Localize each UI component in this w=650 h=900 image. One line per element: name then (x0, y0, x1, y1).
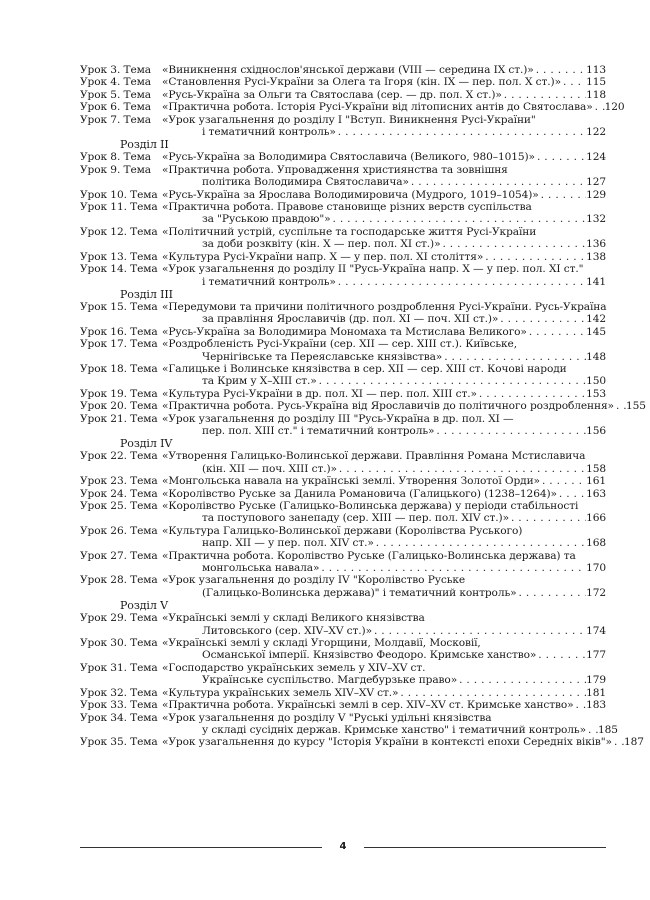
topic-line (162, 301, 606, 313)
dot-leader (434, 425, 586, 437)
page-ref: 156 (586, 424, 606, 437)
topic-text: «Галицьке і Волинське князівства в сер. XII — сер. XIII ст. Кочові народи (162, 362, 567, 375)
topic-line (162, 413, 606, 425)
topic-text: пер. пол. XIII ст." і тематичний контроль» (202, 424, 435, 437)
topic-text: Литовського (сер. XIV–XV ст.)» (202, 624, 372, 637)
topic-text: «Урок узагальнення до розділу II "Русь-Україна напр. X — у пер. пол. XI ст." (162, 263, 584, 276)
lesson-label: Урок 15. Тема (80, 300, 158, 313)
topic-text: «Русь-Україна за Володимира Святославича (Великого, 980–1015)» (162, 151, 535, 164)
toc-entry (80, 301, 606, 326)
dot-leader (527, 326, 586, 338)
lesson-topic (162, 612, 606, 637)
topic-line (162, 201, 606, 213)
topic-text: та Крим у X–XIII ст.» (202, 375, 317, 388)
lesson-label: Урок 23. Тема (80, 475, 158, 488)
toc-entry (80, 711, 618, 737)
topic-text: «Утворення Галицько-Волинської держави. Правління Романа Мстиславича (162, 450, 586, 463)
page-ref: 142 (586, 313, 606, 326)
page-ref: 138 (586, 250, 606, 263)
lesson-label: Урок 3. Тема (80, 64, 151, 76)
lesson-topic (162, 64, 606, 76)
dot-leader (498, 313, 586, 325)
toc-entry (80, 699, 606, 711)
lesson-label: Урок 21. Тема (80, 412, 158, 425)
lesson-topic (162, 76, 606, 88)
topic-text: «Становлення Русі-України за Олега та Ігоря (кін. IX — пер. пол. X ст.)» (162, 76, 561, 89)
lesson-topic (162, 475, 606, 487)
dot-leader (557, 488, 586, 500)
topic-text: за правління Ярославичів (др. пол. XI — поч. XII ст.)» (202, 313, 499, 326)
topic-line (162, 649, 606, 661)
topic-line (162, 276, 606, 288)
toc-entry (80, 101, 625, 114)
page-ref: 161 (586, 475, 606, 488)
topic-text: «Виникнення східнослов'янської держави (VIII — середина IX ст.)» (162, 64, 534, 76)
topic-text: «Культура українських земель XIV–XV ст.» (162, 686, 399, 699)
lesson-topic (162, 89, 606, 101)
topic-text: «Русь-Україна за Ярослава Володимировича (Мудрого, 1019–1054)» (162, 188, 539, 201)
topic-line (162, 151, 606, 163)
page-ref: 122 (586, 126, 606, 139)
lesson-topic (162, 164, 606, 189)
topic-text: «Господарство українських земель у XIV–XV ст. (162, 661, 426, 674)
lesson-label: Урок 8. Тема (80, 151, 151, 164)
topic-line (162, 699, 606, 711)
topic-line (162, 363, 606, 375)
toc-entry (80, 201, 606, 226)
dot-leader (509, 512, 586, 524)
toc-entry (80, 413, 606, 438)
dot-leader (317, 375, 586, 387)
page-ref: 174 (586, 624, 606, 637)
lesson-topic (162, 363, 606, 388)
topic-line (162, 612, 606, 624)
dot-leader (540, 475, 586, 487)
topic-text: «Урок узагальнення до розділу V "Руські удільні князівства (162, 711, 492, 724)
lesson-topic (162, 413, 606, 438)
lesson-label: Урок 13. Тема (80, 250, 158, 263)
topic-line (162, 736, 644, 749)
topic-line (162, 101, 625, 114)
topic-line (162, 488, 606, 500)
lesson-topic (162, 151, 606, 163)
topic-text: за доби розквіту (кін. X — пер. пол. XI ст.)» (202, 238, 441, 251)
dot-leader (614, 400, 626, 412)
topic-line (162, 176, 606, 188)
lesson-label: Урок 25. Тема (80, 500, 158, 512)
topic-line (162, 625, 606, 637)
topic-line (162, 512, 606, 524)
lesson-topic (162, 687, 606, 699)
lesson-label: Урок 20. Тема (80, 400, 158, 413)
lesson-label: Урок 32. Тема (80, 686, 158, 699)
topic-line (162, 637, 606, 649)
lesson-label: Урок 10. Тема (80, 188, 158, 201)
topic-text: «Практична робота. Історія Русі-України від літописних антів до Святослава» (162, 101, 593, 114)
toc-entry (80, 76, 606, 88)
page-ref: 124 (586, 151, 606, 164)
dot-leader (536, 649, 586, 661)
topic-line (162, 226, 606, 238)
lesson-topic (162, 263, 606, 288)
toc-entry (80, 662, 606, 687)
topic-text: та поступового занепаду (сер. XIII — пер. пол. XIV ст.)» (202, 512, 509, 525)
page-ref: 172 (586, 586, 606, 599)
topic-line (162, 525, 606, 537)
topic-line (162, 326, 606, 338)
dot-leader (336, 126, 586, 138)
topic-text: «Культура Русі-України в др. пол. XI — пер. пол. XIII ст.» (162, 387, 477, 400)
section-heading: Розділ III (120, 287, 173, 301)
table-of-contents (80, 64, 646, 749)
page-ref: 141 (586, 275, 606, 288)
lesson-topic (162, 114, 606, 139)
page-ref: 127 (586, 176, 606, 189)
page-ref: 145 (586, 325, 606, 338)
lesson-topic (162, 326, 606, 338)
topic-line (162, 238, 606, 250)
topic-text: «Практична робота. Правове становище різних верств суспільства (162, 201, 532, 214)
toc-entry (80, 500, 606, 525)
page-ref: 129 (586, 188, 606, 201)
page-ref: 179 (586, 674, 606, 687)
topic-line (162, 662, 606, 674)
topic-line (162, 574, 606, 586)
lesson-label: Урок 18. Тема (80, 362, 158, 375)
page-ref: 170 (586, 562, 606, 575)
lesson-label: Урок 27. Тема (80, 549, 158, 562)
lesson-label: Урок 5. Тема (80, 88, 151, 101)
dot-leader (535, 151, 586, 163)
topic-line (162, 114, 606, 126)
topic-text: «Урок узагальнення до розділу I "Вступ. Виникнення Русі-України" (162, 113, 536, 126)
lesson-label: Урок 16. Тема (80, 325, 158, 338)
toc-entry (80, 89, 606, 101)
toc-entry (80, 475, 606, 487)
lesson-topic (162, 450, 606, 475)
topic-text: «Роздробленість Русі-України (сер. XII — сер. XIII ст.). Київське, (162, 338, 517, 351)
toc-entry (80, 687, 606, 699)
lesson-topic (162, 301, 606, 326)
topic-line (162, 450, 606, 462)
topic-text: і тематичний контроль» (202, 275, 336, 288)
topic-text: Османської імперії. Князівство Феодоро. Кримське ханство» (202, 649, 537, 662)
page-ref: 150 (586, 375, 606, 388)
topic-line (162, 723, 618, 736)
topic-line (162, 76, 606, 88)
dot-leader (574, 699, 587, 711)
page-ref: 168 (586, 537, 606, 550)
topic-text: «Практична робота. Русь-Україна від Ярославичів до політичного роздроблення» (162, 400, 614, 413)
topic-line (162, 251, 606, 263)
topic-text: «Практична робота. Українські землі в сер. XIV–XV ст. Кримське ханство» (162, 699, 574, 712)
section-heading: Розділ II (120, 138, 169, 152)
lesson-topic (162, 525, 606, 550)
dot-leader (457, 674, 586, 686)
topic-line (162, 263, 606, 275)
topic-text: «Українські землі у складі Великого князівства (162, 612, 425, 625)
toc-entry (80, 450, 606, 475)
topic-text: «Русь-Україна за Ольги та Святослава (сер. — др. пол. X ст.)» (162, 88, 502, 101)
dot-leader (372, 625, 586, 637)
topic-line (162, 375, 606, 387)
lesson-label: Урок 35. Тема (80, 736, 158, 749)
page-ref: 153 (586, 387, 606, 400)
lesson-topic (162, 711, 618, 737)
topic-text: «Політичний устрій, суспільне та господарське життя Русі-України (162, 225, 537, 238)
page-ref: 118 (586, 88, 606, 101)
dot-leader (477, 388, 586, 400)
page-ref: 166 (586, 512, 606, 525)
page-ref: 136 (586, 238, 606, 251)
lesson-label: Урок 19. Тема (80, 387, 158, 400)
lesson-topic (162, 574, 606, 599)
lesson-topic (162, 662, 606, 687)
topic-text: «Королівство Руське за Данила Романовича (Галицького) (1238–1264)» (162, 487, 557, 500)
dot-leader (440, 238, 586, 250)
topic-line (162, 475, 606, 487)
dot-leader (561, 76, 586, 88)
topic-line (162, 537, 606, 549)
page-number: 4 (339, 841, 347, 852)
toc-entry (80, 488, 606, 500)
topic-text: «Культура Русі-України напр. X — у пер. пол. XI століття» (162, 250, 484, 263)
topic-text: «Урок узагальнення до розділу IV "Королівство Руське (162, 574, 466, 587)
lesson-topic (162, 251, 606, 263)
topic-text: напр. XII — у пер. пол. XIV ст.» (202, 537, 374, 550)
page-ref: 177 (586, 649, 606, 662)
page-ref: 115 (586, 76, 606, 89)
lesson-topic (162, 226, 606, 251)
lesson-topic (162, 388, 606, 400)
topic-line (162, 64, 606, 76)
topic-line (162, 400, 646, 413)
topic-text: «Передумови та причини політичного роздроблення Русі-України. Русь-Україна (162, 300, 607, 313)
toc-entry (80, 64, 606, 76)
toc-entry (80, 114, 606, 139)
toc-entry (80, 363, 606, 388)
topic-line (162, 213, 606, 225)
lesson-label: Урок 9. Тема (80, 163, 151, 176)
topic-text: «Урок узагальнення до курсу "Історія України в контексті епохи Середніх віків"» (162, 736, 612, 749)
lesson-topic (162, 637, 606, 662)
lesson-label: Урок 24. Тема (80, 487, 158, 500)
lesson-topic (162, 500, 606, 525)
lesson-label: Урок 6. Тема (80, 101, 151, 114)
lesson-topic (162, 400, 646, 413)
topic-text: за "Руською правдою"» (202, 213, 331, 226)
toc-entry (80, 612, 606, 637)
dot-leader (612, 736, 624, 748)
topic-line (162, 388, 606, 400)
lesson-label: Урок 17. Тема (80, 338, 158, 351)
dot-leader (336, 276, 586, 288)
lesson-label: Урок 14. Тема (80, 263, 158, 276)
topic-line (162, 425, 606, 437)
lesson-topic (162, 338, 606, 363)
toc-entry (80, 550, 606, 575)
dot-leader (398, 687, 586, 699)
topic-text: «Монгольська навала на українські землі. Утворення Золотої Орди» (162, 475, 540, 488)
lesson-topic (162, 699, 606, 711)
topic-line (162, 562, 606, 574)
toc-entry (80, 251, 606, 263)
dot-leader (337, 463, 586, 475)
lesson-topic (162, 488, 606, 500)
lesson-label: Урок 33. Тема (80, 699, 158, 712)
lesson-label: Урок 11. Тема (80, 201, 158, 214)
lesson-label: Урок 7. Тема (80, 113, 151, 126)
page-ref: 155 (625, 400, 646, 413)
toc-entry (80, 226, 606, 251)
topic-text: «Русь-Україна за Володимира Мономаха та Мстислава Великого» (162, 325, 527, 338)
toc-entry (80, 189, 606, 201)
dot-leader (409, 176, 586, 188)
dot-leader (586, 724, 598, 736)
topic-line (162, 550, 606, 562)
lesson-topic (162, 550, 606, 575)
lesson-label: Урок 29. Тема (80, 612, 158, 625)
lesson-label: Урок 30. Тема (80, 637, 158, 650)
page-ref: 158 (586, 462, 606, 475)
lesson-topic (162, 736, 644, 749)
toc-entry (80, 326, 606, 338)
topic-line (162, 500, 606, 512)
topic-line (162, 587, 606, 599)
topic-line (162, 126, 606, 138)
dot-leader (331, 213, 587, 225)
topic-text: (Галицько-Волинська держава)" і тематичний контроль» (202, 586, 517, 599)
lesson-label: Урок 12. Тема (80, 225, 158, 238)
toc-entry (80, 388, 606, 400)
toc-entry (80, 151, 606, 163)
footer-rule-left (80, 847, 322, 848)
topic-line (162, 674, 606, 686)
dot-leader (374, 537, 586, 549)
topic-text: «Урок узагальнення до розділу III "Русь-Україна в др. пол. XI — (162, 412, 514, 425)
topic-text: (кін. XII — поч. XIII ст.)» (202, 462, 337, 475)
page-ref: 181 (586, 686, 606, 699)
topic-line (162, 164, 606, 176)
topic-line (162, 712, 606, 724)
topic-text: у складі сусідніх держав. Кримське ханство" і тематичний контроль» (202, 723, 586, 736)
topic-text: «Практична робота. Королівство Руське (Галицько-Волинська держава) та (162, 549, 576, 562)
topic-line (162, 89, 606, 101)
toc-entry (80, 338, 606, 363)
topic-text: Чернігівське та Переяславське князівства» (202, 350, 443, 363)
topic-text: «Культура Галицько-Волинської держави (Королівства Руського) (162, 524, 523, 537)
toc-entry (80, 263, 606, 288)
topic-text: «Королівство Руське (Галицько-Волинська держава) у періоди стабільності (162, 500, 579, 512)
lesson-label: Урок 28. Тема (80, 574, 158, 587)
section-heading: Розділ V (120, 599, 168, 613)
lesson-topic (162, 101, 625, 114)
dot-leader (534, 64, 586, 76)
page-ref: 148 (586, 350, 606, 363)
topic-text: політика Володимира Святославича» (202, 176, 409, 189)
topic-text: і тематичний контроль» (202, 126, 336, 139)
topic-line (162, 351, 606, 363)
topic-line (162, 338, 606, 350)
toc-entry (80, 736, 644, 749)
dot-leader (483, 251, 586, 263)
dot-leader (319, 562, 586, 574)
topic-text: монгольська навала» (202, 562, 320, 575)
page-ref: 132 (586, 213, 606, 226)
topic-text: Українське суспільство. Магдебурзьке право» (202, 674, 458, 687)
page-ref: 163 (586, 487, 606, 500)
page-ref: 120 (604, 101, 625, 114)
lesson-label: Урок 26. Тема (80, 524, 158, 537)
page-ref: 185 (597, 723, 618, 736)
dot-leader (593, 101, 605, 113)
footer-rule-right (364, 847, 606, 848)
dot-leader (502, 89, 586, 101)
dot-leader (517, 587, 587, 599)
lesson-label: Урок 34. Тема (80, 711, 158, 724)
toc-entry (80, 574, 606, 599)
topic-line (162, 687, 606, 699)
topic-line (162, 189, 606, 201)
topic-line (162, 313, 606, 325)
topic-text: «Практична робота. Упровадження християнства та зовнішня (162, 163, 508, 176)
toc-entry (80, 164, 606, 189)
dot-leader (539, 189, 586, 201)
page-ref: 183 (586, 699, 606, 712)
page-footer (80, 841, 606, 855)
page-ref: 187 (623, 736, 644, 749)
dot-leader (442, 351, 586, 363)
lesson-label: Урок 4. Тема (80, 76, 151, 89)
lesson-topic (162, 189, 606, 201)
toc-entry (80, 637, 606, 662)
lesson-label: Урок 22. Тема (80, 450, 158, 463)
topic-text: «Українські землі у складі Угорщини, Молдавії, Московії, (162, 637, 481, 650)
lesson-topic (162, 201, 606, 226)
topic-line (162, 463, 606, 475)
toc-entry (80, 525, 606, 550)
toc-entry (80, 400, 646, 413)
section-heading: Розділ IV (120, 437, 173, 451)
page-ref: 113 (586, 64, 606, 76)
lesson-label: Урок 31. Тема (80, 661, 158, 674)
